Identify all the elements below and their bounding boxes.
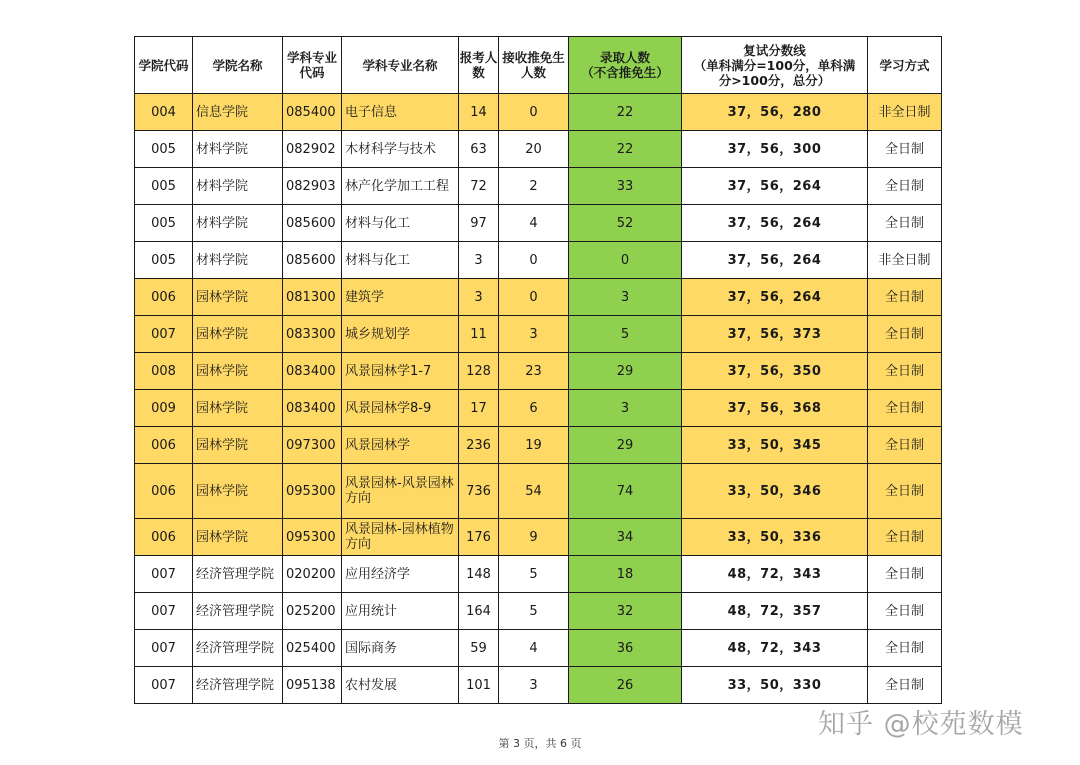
- cell-score-line: 37，56，350: [682, 353, 868, 390]
- cell-major-code: 095300: [283, 464, 342, 519]
- cell-admitted: 18: [569, 556, 682, 593]
- cell-college-name: 园林学院: [193, 464, 283, 519]
- cell-applicants: 3: [459, 279, 499, 316]
- cell-college-name: 材料学院: [193, 242, 283, 279]
- cell-major-name: 风景园林学8-9: [342, 390, 459, 427]
- cell-applicants: 736: [459, 464, 499, 519]
- cell-college-code: 004: [135, 94, 193, 131]
- cell-score-line: 37，56，264: [682, 242, 868, 279]
- cell-score-line: 48，72，343: [682, 556, 868, 593]
- cell-college-code: 005: [135, 242, 193, 279]
- table-row: [135, 205, 942, 242]
- cell-score-line: 48，72，357: [682, 593, 868, 630]
- cell-applicants: 97: [459, 205, 499, 242]
- cell-admitted: 34: [569, 519, 682, 556]
- cell-major-code: 083400: [283, 353, 342, 390]
- cell-college-name: 经济管理学院: [193, 556, 283, 593]
- cell-admitted: 74: [569, 464, 682, 519]
- table-row: [135, 519, 942, 556]
- cell-college-code: 007: [135, 316, 193, 353]
- cell-recommended: 0: [499, 94, 569, 131]
- cell-study-mode: 全日制: [868, 630, 942, 667]
- table-row: [135, 556, 942, 593]
- header-admitted: [569, 37, 682, 94]
- cell-recommended: 2: [499, 168, 569, 205]
- cell-score-line: 33，50，336: [682, 519, 868, 556]
- header-score-line3: 分>100分，总分）: [718, 72, 831, 88]
- cell-applicants: 14: [459, 94, 499, 131]
- cell-score-line: 37，56，280: [682, 94, 868, 131]
- admission-table-sheet: [134, 36, 942, 704]
- cell-study-mode: 全日制: [868, 279, 942, 316]
- cell-major-code: 085600: [283, 242, 342, 279]
- cell-college-code: 005: [135, 131, 193, 168]
- cell-admitted: 3: [569, 279, 682, 316]
- cell-applicants: 148: [459, 556, 499, 593]
- cell-admitted: 22: [569, 94, 682, 131]
- cell-score-line: 33，50，330: [682, 667, 868, 704]
- header-college-code: 学院代码: [135, 37, 193, 94]
- cell-major-code: 085400: [283, 94, 342, 131]
- cell-major-code: 082902: [283, 131, 342, 168]
- cell-recommended: 5: [499, 593, 569, 630]
- table-row: [135, 168, 942, 205]
- table-row: [135, 630, 942, 667]
- cell-score-line: 33，50，346: [682, 464, 868, 519]
- cell-admitted: 22: [569, 131, 682, 168]
- cell-recommended: 4: [499, 205, 569, 242]
- cell-admitted: 0: [569, 242, 682, 279]
- cell-study-mode: 全日制: [868, 168, 942, 205]
- cell-recommended: 20: [499, 131, 569, 168]
- cell-score-line: 37，56，264: [682, 168, 868, 205]
- cell-major-code: 082903: [283, 168, 342, 205]
- admission-score-table: [134, 36, 942, 704]
- table-row: [135, 242, 942, 279]
- cell-college-name: 信息学院: [193, 94, 283, 131]
- cell-major-code: 097300: [283, 427, 342, 464]
- cell-college-code: 007: [135, 630, 193, 667]
- cell-major-name: 应用统计: [342, 593, 459, 630]
- header-major-name: 学科专业名称: [342, 37, 459, 94]
- cell-study-mode: 全日制: [868, 427, 942, 464]
- cell-college-code: 006: [135, 427, 193, 464]
- cell-college-code: 007: [135, 593, 193, 630]
- cell-score-line: 37，56，264: [682, 279, 868, 316]
- table-body: [135, 94, 942, 704]
- cell-recommended: 0: [499, 242, 569, 279]
- cell-recommended: 3: [499, 316, 569, 353]
- cell-major-code: 025200: [283, 593, 342, 630]
- header-applicants: 报考人数: [459, 37, 499, 94]
- cell-recommended: 5: [499, 556, 569, 593]
- header-admitted-line1: 录取人数: [599, 50, 650, 65]
- cell-study-mode: 全日制: [868, 556, 942, 593]
- cell-college-name: 经济管理学院: [193, 667, 283, 704]
- cell-college-code: 005: [135, 168, 193, 205]
- cell-major-code: 081300: [283, 279, 342, 316]
- cell-college-name: 经济管理学院: [193, 593, 283, 630]
- table-row: [135, 131, 942, 168]
- table-row: [135, 353, 942, 390]
- cell-study-mode: 全日制: [868, 316, 942, 353]
- cell-study-mode: 全日制: [868, 205, 942, 242]
- cell-applicants: 176: [459, 519, 499, 556]
- table-row: [135, 390, 942, 427]
- cell-major-code: 083300: [283, 316, 342, 353]
- cell-recommended: 0: [499, 279, 569, 316]
- cell-major-name: 电子信息: [342, 94, 459, 131]
- table-row: [135, 94, 942, 131]
- cell-major-name: 风景园林学1-7: [342, 353, 459, 390]
- cell-admitted: 5: [569, 316, 682, 353]
- table-row: [135, 464, 942, 519]
- table-row: [135, 593, 942, 630]
- cell-college-code: 006: [135, 519, 193, 556]
- cell-college-name: 园林学院: [193, 353, 283, 390]
- cell-major-name: 风景园林-风景园林方向: [342, 464, 459, 519]
- cell-college-name: 园林学院: [193, 279, 283, 316]
- cell-study-mode: 非全日制: [868, 242, 942, 279]
- cell-major-name: 木材科学与技术: [342, 131, 459, 168]
- cell-study-mode: 全日制: [868, 519, 942, 556]
- cell-applicants: 72: [459, 168, 499, 205]
- header-score-line: [682, 37, 868, 94]
- cell-applicants: 101: [459, 667, 499, 704]
- cell-admitted: 26: [569, 667, 682, 704]
- cell-college-name: 材料学院: [193, 131, 283, 168]
- cell-college-code: 007: [135, 556, 193, 593]
- cell-recommended: 3: [499, 667, 569, 704]
- cell-study-mode: 全日制: [868, 353, 942, 390]
- cell-college-code: 007: [135, 667, 193, 704]
- cell-major-name: 农村发展: [342, 667, 459, 704]
- cell-admitted: 36: [569, 630, 682, 667]
- header-study-mode: 学习方式: [868, 37, 942, 94]
- cell-major-code: 095300: [283, 519, 342, 556]
- cell-major-name: 风景园林学: [342, 427, 459, 464]
- cell-applicants: 59: [459, 630, 499, 667]
- cell-applicants: 63: [459, 131, 499, 168]
- cell-recommended: 23: [499, 353, 569, 390]
- cell-applicants: 236: [459, 427, 499, 464]
- cell-major-code: 083400: [283, 390, 342, 427]
- cell-study-mode: 全日制: [868, 464, 942, 519]
- cell-major-name: 城乡规划学: [342, 316, 459, 353]
- cell-recommended: 54: [499, 464, 569, 519]
- cell-study-mode: 全日制: [868, 667, 942, 704]
- cell-admitted: 52: [569, 205, 682, 242]
- cell-admitted: 29: [569, 353, 682, 390]
- cell-major-name: 风景园林-园林植物方向: [342, 519, 459, 556]
- cell-score-line: 33，50，345: [682, 427, 868, 464]
- cell-applicants: 17: [459, 390, 499, 427]
- cell-college-name: 园林学院: [193, 390, 283, 427]
- cell-score-line: 37，56，300: [682, 131, 868, 168]
- cell-college-code: 006: [135, 279, 193, 316]
- cell-college-name: 园林学院: [193, 519, 283, 556]
- cell-study-mode: 全日制: [868, 390, 942, 427]
- cell-college-code: 005: [135, 205, 193, 242]
- table-header: [135, 37, 942, 94]
- cell-major-name: 材料与化工: [342, 205, 459, 242]
- header-recommended: 接收推免生人数: [499, 37, 569, 94]
- cell-college-code: 009: [135, 390, 193, 427]
- cell-study-mode: 全日制: [868, 593, 942, 630]
- header-admitted-line2: （不含推免生）: [581, 65, 669, 80]
- cell-college-code: 006: [135, 464, 193, 519]
- header-major-code: 学科专业代码: [283, 37, 342, 94]
- cell-major-code: 020200: [283, 556, 342, 593]
- cell-recommended: 19: [499, 427, 569, 464]
- watermark: 知乎 @校苑数模: [818, 709, 1024, 740]
- cell-major-name: 国际商务: [342, 630, 459, 667]
- cell-score-line: 37，56，264: [682, 205, 868, 242]
- page-footer: 第 3 页，共 6 页: [498, 737, 582, 750]
- cell-college-name: 经济管理学院: [193, 630, 283, 667]
- table-row: [135, 427, 942, 464]
- cell-college-name: 材料学院: [193, 168, 283, 205]
- cell-applicants: 3: [459, 242, 499, 279]
- cell-recommended: 9: [499, 519, 569, 556]
- table-row: [135, 316, 942, 353]
- cell-college-name: 材料学院: [193, 205, 283, 242]
- cell-admitted: 29: [569, 427, 682, 464]
- cell-recommended: 4: [499, 630, 569, 667]
- cell-recommended: 6: [499, 390, 569, 427]
- table-row: [135, 279, 942, 316]
- header-score-line1: 复试分数线: [743, 42, 806, 58]
- cell-major-code: 085600: [283, 205, 342, 242]
- cell-applicants: 128: [459, 353, 499, 390]
- cell-score-line: 37，56，368: [682, 390, 868, 427]
- cell-score-line: 48，72，343: [682, 630, 868, 667]
- cell-major-name: 材料与化工: [342, 242, 459, 279]
- cell-study-mode: 全日制: [868, 131, 942, 168]
- cell-admitted: 3: [569, 390, 682, 427]
- cell-study-mode: 非全日制: [868, 94, 942, 131]
- cell-applicants: 11: [459, 316, 499, 353]
- cell-major-name: 建筑学: [342, 279, 459, 316]
- header-score-line2: （单科满分=100分，单科满: [693, 57, 856, 73]
- cell-admitted: 32: [569, 593, 682, 630]
- cell-admitted: 33: [569, 168, 682, 205]
- table-row: [135, 667, 942, 704]
- cell-major-name: 应用经济学: [342, 556, 459, 593]
- cell-college-code: 008: [135, 353, 193, 390]
- cell-score-line: 37，56，373: [682, 316, 868, 353]
- cell-major-code: 025400: [283, 630, 342, 667]
- cell-applicants: 164: [459, 593, 499, 630]
- cell-college-name: 园林学院: [193, 427, 283, 464]
- cell-college-name: 园林学院: [193, 316, 283, 353]
- cell-major-name: 林产化学加工工程: [342, 168, 459, 205]
- header-college-name: 学院名称: [193, 37, 283, 94]
- cell-major-code: 095138: [283, 667, 342, 704]
